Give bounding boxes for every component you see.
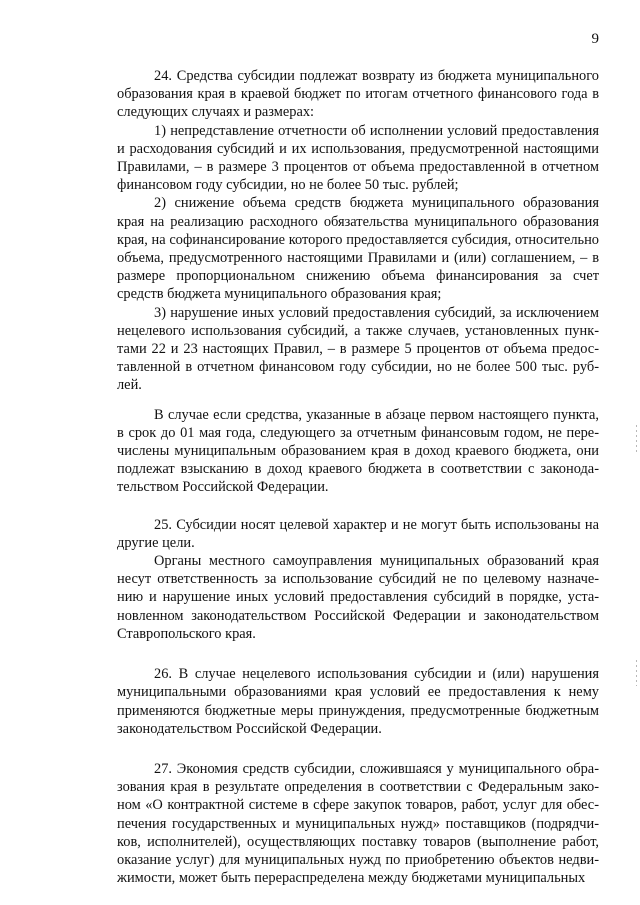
paragraph-24: 24. Средства субсидии подлежат возврату из бюджета муниципального образования края в краевой бюджет по итогам отчетного финансового года в следующих случаях и размерах: — [117, 68, 599, 121]
paragraph-24-item-1: 1) непредставление отчетности об исполнении условий предоставления и расходования субсидий и их использования, предусмотренной настоящими Правилами, – в размере 3 процентов от объема предоставленной в отчетном финансовом году субсидии, но не более 50 тыс. рублей; — [117, 122, 599, 194]
scan-edge-mark — [636, 660, 637, 686]
paragraph-24-item-3: 3) нарушение иных условий предоставления субсидий, за исключением нецелевого использования субсидий, а также случаев, установленных пунктами 22 и 23 настоящих Правил, – в размере 5 процентов от объема предоставленной в отчетном финансовом году субсидии, но не более 500 тыс. рублей. — [117, 304, 599, 394]
page-number: 9 — [591, 31, 599, 47]
paragraph-24-item-2: 2) снижение объема средств бюджета муниципального образования края на реализацию расходного обязательства муниципального образования края, на софинансирование которого предоставляется субсидия, относительно объема, предусмотренного настоящими Правилами и (или) соглашением, – в размере пропорциональном снижению объема финансирования за счет средств бюджета муниципального образования края; — [117, 195, 599, 303]
paragraph-27: 27. Экономия средств субсидии, сложившаяся у муниципального образования края в результате определения в соответствии с Федеральным законом «О контрактной системе в сфере закупок товаров, работ, услуг для обеспечения государственных и муниципальных нужд» поставщиков (подрядчиков, исполнителей), осуществляющих поставку товаров (выполнение работ, оказание услуг) для муниципальных нужд по приобретению объектов недвижимости, может быть перераспределена между бюджетами муниципальных — [117, 760, 599, 887]
scan-edge-mark — [636, 425, 637, 453]
paragraph-24-recovery: В случае если средства, указанные в абзаце первом настоящего пункта, в срок до 01 мая года, следующего за отчетным финансовым годом, не перечислены муниципальным образованием края в доход краевого бюджета, они подлежат взысканию в доход краевого бюджета в соответствии с законодательством Российской Федерации. — [117, 406, 599, 496]
paragraph-25-responsibility: Органы местного самоуправления муниципальных образований края несут ответственность за использование субсидий не по целевому назначению и нарушение иных условий предоставления субсидий в порядке, установленном законодательством Российской Федерации и законодательством Ставропольского края. — [117, 553, 599, 642]
paragraph-26: 26. В случае нецелевого использования субсидии и (или) нарушения муниципальными образованиями края условий ее предоставления к нему применяются бюджетные меры принуждения, предусмотренные бюджетным законодательством Российской Федерации. — [117, 666, 599, 737]
document-body — [117, 67, 599, 887]
paragraph-25: 25. Субсидии носят целевой характер и не могут быть использованы на другие цели. — [117, 516, 599, 551]
